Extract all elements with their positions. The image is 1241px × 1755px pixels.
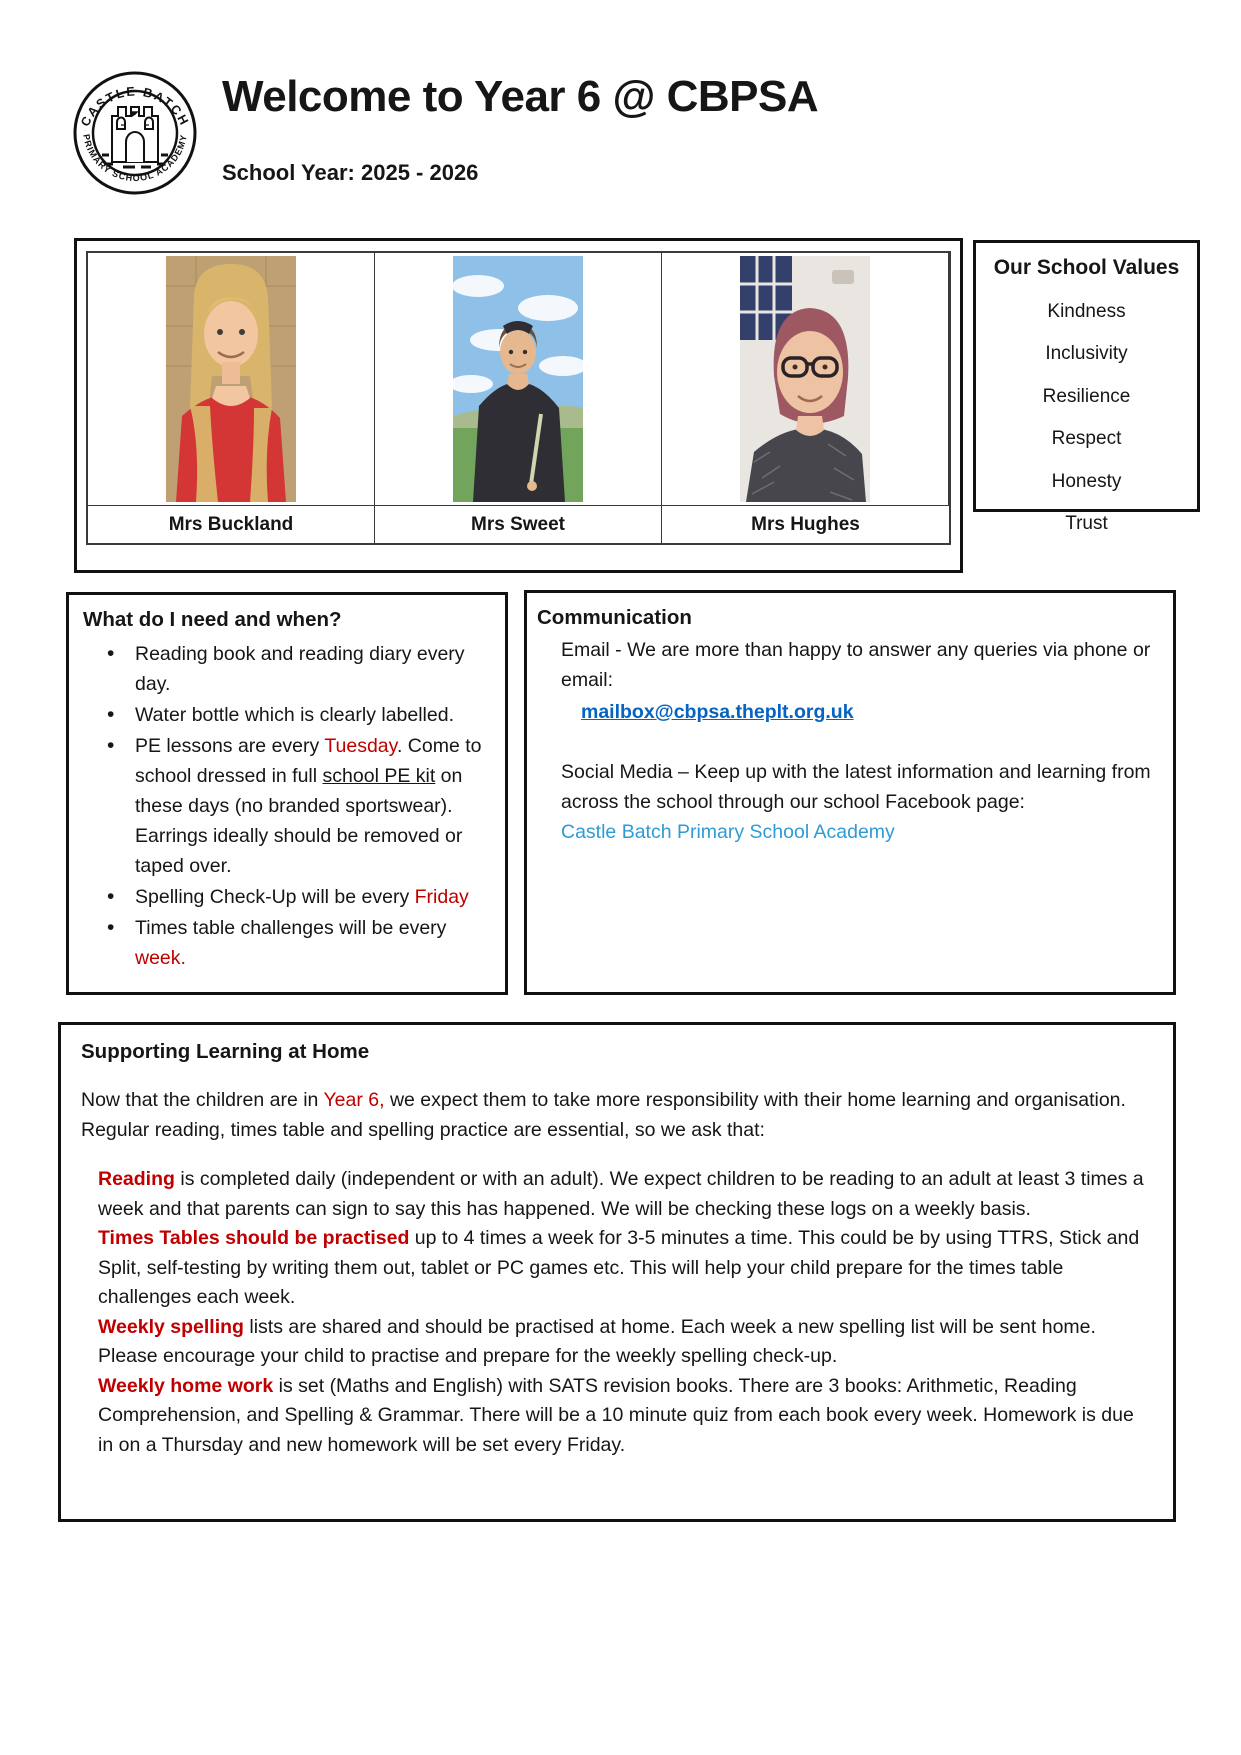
values-list <box>976 301 1197 536</box>
text-segment: week. <box>135 947 186 969</box>
supporting-item <box>98 1372 1151 1461</box>
communication-box <box>524 590 1176 995</box>
values-title: Our School Values <box>993 256 1180 279</box>
need-item <box>83 700 493 730</box>
need-item <box>83 913 493 973</box>
text-segment: up to 4 times a week for 3-5 minutes a time. This could be by using TTRS, Stick and Split, self-testing by writing them out, tablet or PC games etc. This will help your child prepare for the times table challenges each week. <box>98 1227 1140 1308</box>
text-segment: is completed daily (independent or with an adult). We expect children to be reading to an adult at least 3 times a week and that parents can sign to say this has happened. We will be checking these logs on a weekly basis. <box>98 1168 1144 1220</box>
teacher-name: Mrs Hughes <box>662 505 949 543</box>
value-item: Trust <box>1065 513 1108 534</box>
text-segment: Tuesday <box>324 735 397 757</box>
logo-bottom-text: PRIMARY SCHOOL ACADEMY <box>81 133 189 184</box>
teacher-photo-mrs-buckland <box>166 256 296 502</box>
value-item: Inclusivity <box>1045 343 1128 364</box>
need-item <box>83 731 493 881</box>
teacher-name: Mrs Buckland <box>88 505 375 543</box>
needs-list <box>83 639 493 973</box>
teachers-box <box>74 238 963 573</box>
supporting-item <box>98 1313 1151 1372</box>
text-segment: Weekly spelling <box>98 1315 244 1338</box>
supporting-paragraphs <box>81 1086 1151 1460</box>
logo-top-text: CASTLE BATCH <box>78 84 192 129</box>
text-segment: Times Tables should be practised <box>98 1227 410 1249</box>
supporting-item <box>98 1165 1151 1224</box>
email-intro: Email - We are more than happy to answer any queries via phone or email: <box>561 639 1151 691</box>
text-segment: Year 6, <box>323 1089 385 1111</box>
value-item: Honesty <box>1051 470 1122 492</box>
text-segment: Friday <box>414 886 469 908</box>
teacher-photo-cell <box>662 253 949 505</box>
text-segment: is set (Maths and English) with SATS revision books. There are 3 books: Arithmetic, Reading Comprehension, and Spelling & Grammar. There will be a 10 minute quiz from each book every week. Homework is due in on a Thursday and new homework will be set every Friday. <box>98 1374 1134 1456</box>
text-segment: Now that the children are in <box>81 1089 324 1111</box>
teacher-photo-mrs-sweet <box>453 256 583 502</box>
teacher-photo-cell <box>375 253 662 505</box>
text-segment: Spelling Check-Up will be every <box>135 886 415 908</box>
text-segment: Reading <box>98 1168 175 1190</box>
communication-title: Communication <box>537 606 692 629</box>
text-segment: Times table challenges will be every <box>135 917 447 939</box>
castle-icon <box>102 107 168 167</box>
needs-box <box>66 592 508 995</box>
school-logo <box>72 70 198 196</box>
social-intro: Social Media – Keep up with the latest information and learning from across the school through our school Facebook page: <box>561 761 1151 813</box>
value-item: Kindness <box>1047 300 1126 322</box>
spacer <box>537 727 1159 757</box>
teacher-name: Mrs Sweet <box>375 505 662 543</box>
teacher-photo-cell <box>88 253 375 505</box>
needs-title: What do I need and when? <box>83 608 342 631</box>
text-segment: Reading book and reading diary every day. <box>135 643 465 695</box>
text-segment: Weekly home work <box>98 1374 274 1397</box>
supporting-title: Supporting Learning at Home <box>81 1040 370 1063</box>
supporting-item <box>98 1224 1151 1313</box>
teacher-photo-mrs-hughes <box>740 256 870 502</box>
value-item: Respect <box>1051 428 1122 449</box>
facebook-page-link[interactable]: Castle Batch Primary School Academy <box>561 821 895 843</box>
email-link[interactable]: mailbox@cbpsa.theplt.org.uk <box>581 701 854 723</box>
text-segment: Water bottle which is clearly labelled. <box>135 704 454 726</box>
school-year: School Year: 2025 - 2026 <box>222 160 479 185</box>
page-title: Welcome to Year 6 @ CBPSA <box>222 72 819 121</box>
need-item <box>83 639 493 699</box>
text-segment: on these days (no branded sportswear). Earrings ideally should be removed or taped over. <box>135 765 463 877</box>
text-segment: school PE kit <box>322 765 436 787</box>
school-values-box <box>973 240 1200 534</box>
value-item: Resilience <box>1042 385 1131 407</box>
text-segment: lists are shared and should be practised at home. Each week a new spelling list will be sent home. Please encourage your child to practise and prepare for the weekly spelling check-up. <box>98 1315 1096 1367</box>
text-segment: . Come to school dressed in full <box>135 735 482 787</box>
text-segment: we expect them to take more responsibility with their home learning and organisation. Regular reading, times table and spelling practice are essential, so we ask that: <box>81 1089 1126 1141</box>
need-item <box>83 882 493 912</box>
supporting-learning-box <box>58 1022 1176 1522</box>
teachers-table <box>86 251 951 545</box>
supporting-intro <box>81 1086 1151 1145</box>
text-segment: PE lessons are every <box>135 735 325 757</box>
